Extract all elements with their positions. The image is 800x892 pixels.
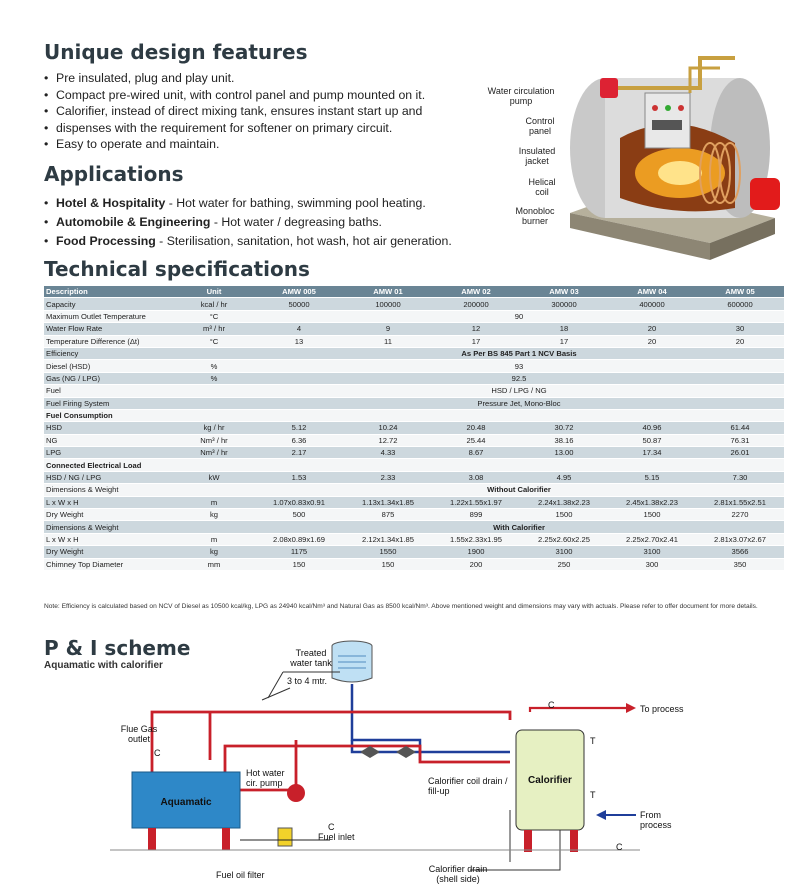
table-cell: NG <box>44 434 174 446</box>
table-cell: mm <box>174 558 254 570</box>
table-cell: kW <box>174 471 254 483</box>
table-cell: 3100 <box>520 546 608 558</box>
pid-aquamatic-label: Aquamatic <box>160 797 212 808</box>
table-cell: 250 <box>520 558 608 570</box>
app-bold: Food Processing <box>56 234 156 248</box>
table-cell: L x W x H <box>44 533 174 545</box>
pid-fuel-c: C <box>328 822 335 832</box>
table-cell: 4.95 <box>520 471 608 483</box>
table-cell: Dry Weight <box>44 509 174 521</box>
table-cell: 1500 <box>608 509 696 521</box>
table-cell: HSD / NG / LPG <box>44 471 174 483</box>
pid-to-process-label: To process <box>640 704 684 714</box>
list-item: • Calorifier, instead of direct mixing tank, ensures instant start up and <box>44 103 425 120</box>
table-cell: 1.53 <box>254 471 344 483</box>
table-cell: 1175 <box>254 546 344 558</box>
app-text: - Hot water / degreasing baths. <box>210 215 382 229</box>
table-cell: 25.44 <box>432 434 520 446</box>
table-row <box>44 310 784 322</box>
table-cell: 4.33 <box>344 447 432 459</box>
table-cell: 90 <box>254 310 784 322</box>
table-cell: 2.33 <box>344 471 432 483</box>
table-cell: 40.96 <box>608 422 696 434</box>
spec-header-cell: AMW 05 <box>696 286 784 298</box>
table-cell: 1.07x0.83x0.91 <box>254 496 344 508</box>
table-cell: HSD <box>44 422 174 434</box>
table-cell: 899 <box>432 509 520 521</box>
app-text: - Hot water for bathing, swimming pool heating. <box>165 196 426 210</box>
list-item: • Pre insulated, plug and play unit. <box>44 70 425 87</box>
table-cell: 500 <box>254 509 344 521</box>
table-row <box>44 335 784 347</box>
pid-shell-drain-label: Calorifier drain (shell side) <box>428 864 488 884</box>
table-row <box>44 484 784 496</box>
label-pump: Water circulation pump <box>487 86 555 106</box>
table-cell: 5.15 <box>608 471 696 483</box>
table-cell: Efficiency <box>44 347 174 359</box>
list-item: • Easy to operate and maintain. <box>44 136 425 153</box>
table-row <box>44 521 784 533</box>
table-cell: With Calorifier <box>254 521 784 533</box>
table-row <box>44 558 784 570</box>
table-cell: Dry Weight <box>44 546 174 558</box>
table-row <box>44 496 784 508</box>
pid-from-process-label: From process <box>640 810 672 830</box>
table-cell: 1900 <box>432 546 520 558</box>
pid-c3: C <box>616 842 623 852</box>
table-cell: % <box>174 372 254 384</box>
table-cell: 30 <box>696 323 784 335</box>
table-cell: 61.44 <box>696 422 784 434</box>
table-cell: 1.22x1.55x1.97 <box>432 496 520 508</box>
table-cell: 10.24 <box>344 422 432 434</box>
table-cell: Dimensions & Weight <box>44 484 174 496</box>
list-item-continued: • dispenses with the requirement for softener on primary circuit. <box>44 120 425 137</box>
table-cell: m <box>174 496 254 508</box>
spec-header-cell: Description <box>44 286 174 298</box>
table-cell: 7.30 <box>696 471 784 483</box>
table-cell: 3566 <box>696 546 784 558</box>
table-cell: As Per BS 845 Part 1 NCV Basis <box>254 347 784 359</box>
spec-header-cell: AMW 01 <box>344 286 432 298</box>
table-cell: 2.81x1.55x2.51 <box>696 496 784 508</box>
features-title: Unique design features <box>44 40 308 64</box>
table-row <box>44 434 784 446</box>
app-bold: Automobile & Engineering <box>56 215 211 229</box>
pid-coil-drain-label: Calorifier coil drain / fill-up <box>428 776 508 796</box>
table-cell <box>174 397 254 409</box>
table-cell: 150 <box>254 558 344 570</box>
table-cell: 2.25x2.60x2.25 <box>520 533 608 545</box>
table-row <box>44 447 784 459</box>
table-cell: 300 <box>608 558 696 570</box>
table-cell: 350 <box>696 558 784 570</box>
table-cell: 20 <box>696 335 784 347</box>
table-cell: kcal / hr <box>174 298 254 310</box>
label-burner: Monobloc burner <box>515 206 555 226</box>
table-row <box>44 298 784 310</box>
table-cell: Gas (NG / LPG) <box>44 372 174 384</box>
pid-t1: T <box>590 736 596 746</box>
applications-list <box>44 194 452 251</box>
table-cell: 400000 <box>608 298 696 310</box>
pid-height-label: 3 to 4 mtr. <box>287 676 328 686</box>
table-cell: 600000 <box>696 298 784 310</box>
table-cell: L x W x H <box>44 496 174 508</box>
table-row <box>44 347 784 359</box>
table-row <box>44 397 784 409</box>
table-cell: 17 <box>520 335 608 347</box>
app-text: - Sterilisation, sanitation, hot wash, hot air generation. <box>155 234 452 248</box>
table-cell: 17 <box>432 335 520 347</box>
table-cell: 2270 <box>696 509 784 521</box>
table-cell <box>174 385 254 397</box>
list-item <box>44 213 452 232</box>
table-cell <box>174 484 254 496</box>
table-cell: 50.87 <box>608 434 696 446</box>
spec-note: Note: Efficiency is calculated based on NCV of Diesel as 10500 kcal/kg, LPG as 24940 kcal/Nm³ and Natural Gas as 8500 kcal/Nm³. Above mentioned weight and dimensions may vary with actuals. Please refer to offer document for more details. <box>44 603 758 610</box>
boiler-image <box>560 38 785 263</box>
table-row <box>44 409 784 421</box>
table-cell: 2.12x1.34x1.85 <box>344 533 432 545</box>
table-cell: 20.48 <box>432 422 520 434</box>
label-panel: Control panel <box>525 116 555 136</box>
features-list <box>44 70 425 153</box>
table-cell: 3100 <box>608 546 696 558</box>
pid-diagram <box>0 640 800 892</box>
table-cell: 150 <box>344 558 432 570</box>
label-coil: Helical coil <box>528 177 556 197</box>
label-jacket: Insulated jacket <box>518 146 556 166</box>
table-row <box>44 323 784 335</box>
table-cell: 30.72 <box>520 422 608 434</box>
table-cell: 100000 <box>344 298 432 310</box>
pid-title: P & I scheme <box>44 636 191 660</box>
table-cell <box>174 521 254 533</box>
table-cell: Nm³ / hr <box>174 447 254 459</box>
table-cell: °C <box>174 335 254 347</box>
spec-header-cell: AMW 005 <box>254 286 344 298</box>
table-row <box>44 422 784 434</box>
table-cell: 6.36 <box>254 434 344 446</box>
table-cell: 92.5 <box>254 372 784 384</box>
applications-title: Applications <box>44 162 184 186</box>
pid-pump-label: Hot water cir. pump <box>246 768 285 788</box>
table-cell: 26.01 <box>696 447 784 459</box>
pid-fuel-inlet-label: Fuel inlet <box>318 832 355 842</box>
pid-c2: C <box>548 700 555 710</box>
table-cell: 2.24x1.38x2.23 <box>520 496 608 508</box>
table-cell: 1.55x2.33x1.95 <box>432 533 520 545</box>
table-cell: 50000 <box>254 298 344 310</box>
table-cell: 3.08 <box>432 471 520 483</box>
pid-flue-label: Flue Gas outlet <box>120 724 158 744</box>
table-cell: 93 <box>254 360 784 372</box>
specs-title: Technical specifications <box>44 257 310 281</box>
list-item <box>44 232 452 251</box>
table-cell: 11 <box>344 335 432 347</box>
table-cell: 2.17 <box>254 447 344 459</box>
table-cell: 2.81x3.07x2.67 <box>696 533 784 545</box>
table-cell: Connected Electrical Load <box>44 459 784 471</box>
pid-calorifier-label: Calorifier <box>528 775 572 786</box>
table-cell: 9 <box>344 323 432 335</box>
table-row <box>44 459 784 471</box>
table-cell: LPG <box>44 447 174 459</box>
table-cell: Fuel Consumption <box>44 409 784 421</box>
spec-header-cell: AMW 03 <box>520 286 608 298</box>
table-cell: Fuel Firing System <box>44 397 174 409</box>
table-cell: % <box>174 360 254 372</box>
table-cell: 2.25x2.70x2.41 <box>608 533 696 545</box>
spec-header-cell: AMW 02 <box>432 286 520 298</box>
table-cell: Without Calorifier <box>254 484 784 496</box>
table-row <box>44 360 784 372</box>
spec-header-cell: Unit <box>174 286 254 298</box>
table-cell: 2.08x0.89x1.69 <box>254 533 344 545</box>
table-cell: HSD / LPG / NG <box>254 385 784 397</box>
table-row <box>44 509 784 521</box>
table-cell: 300000 <box>520 298 608 310</box>
table-cell: Fuel <box>44 385 174 397</box>
table-cell: kg / hr <box>174 422 254 434</box>
pid-c1: C <box>154 748 161 758</box>
table-cell: Chimney Top Diameter <box>44 558 174 570</box>
table-cell: Diesel (HSD) <box>44 360 174 372</box>
table-cell: 1500 <box>520 509 608 521</box>
table-cell: 2.45x1.38x2.23 <box>608 496 696 508</box>
table-cell: 17.34 <box>608 447 696 459</box>
table-cell: Water Flow Rate <box>44 323 174 335</box>
table-cell: Temperature Difference (Δt) <box>44 335 174 347</box>
table-cell: 20 <box>608 323 696 335</box>
table-cell: m <box>174 533 254 545</box>
table-cell: 12.72 <box>344 434 432 446</box>
table-row <box>44 471 784 483</box>
table-cell: 875 <box>344 509 432 521</box>
table-cell: 1550 <box>344 546 432 558</box>
table-cell: °C <box>174 310 254 322</box>
table-cell: 13 <box>254 335 344 347</box>
table-cell: 12 <box>432 323 520 335</box>
spec-table <box>44 286 784 571</box>
pid-tank-label: Treated water tank <box>290 648 332 668</box>
table-cell: 38.16 <box>520 434 608 446</box>
table-cell: Dimensions & Weight <box>44 521 174 533</box>
table-cell: 4 <box>254 323 344 335</box>
pid-t2: T <box>590 790 596 800</box>
table-cell: Nm³ / hr <box>174 434 254 446</box>
table-cell: Pressure Jet, Mono-Bloc <box>254 397 784 409</box>
table-cell: 5.12 <box>254 422 344 434</box>
table-row <box>44 546 784 558</box>
table-cell <box>174 347 254 359</box>
table-cell: 20 <box>608 335 696 347</box>
list-item <box>44 194 452 213</box>
table-cell: Capacity <box>44 298 174 310</box>
table-cell: Maximum Outlet Temperature <box>44 310 174 322</box>
pid-subtitle: Aquamatic with calorifier <box>44 660 163 671</box>
table-cell: 200000 <box>432 298 520 310</box>
pid-fuel-filter-label: Fuel oil filter <box>216 870 265 880</box>
table-cell: m³ / hr <box>174 323 254 335</box>
table-cell: 13.00 <box>520 447 608 459</box>
table-cell: kg <box>174 509 254 521</box>
table-cell: 18 <box>520 323 608 335</box>
spec-header-row <box>44 286 784 298</box>
table-cell: 76.31 <box>696 434 784 446</box>
table-row <box>44 372 784 384</box>
table-cell: 1.13x1.34x1.85 <box>344 496 432 508</box>
app-bold: Hotel & Hospitality <box>56 196 166 210</box>
table-row <box>44 533 784 545</box>
table-cell: kg <box>174 546 254 558</box>
table-cell: 8.67 <box>432 447 520 459</box>
list-item: • Compact pre-wired unit, with control panel and pump mounted on it. <box>44 87 425 104</box>
table-cell: 200 <box>432 558 520 570</box>
table-row <box>44 385 784 397</box>
spec-header-cell: AMW 04 <box>608 286 696 298</box>
